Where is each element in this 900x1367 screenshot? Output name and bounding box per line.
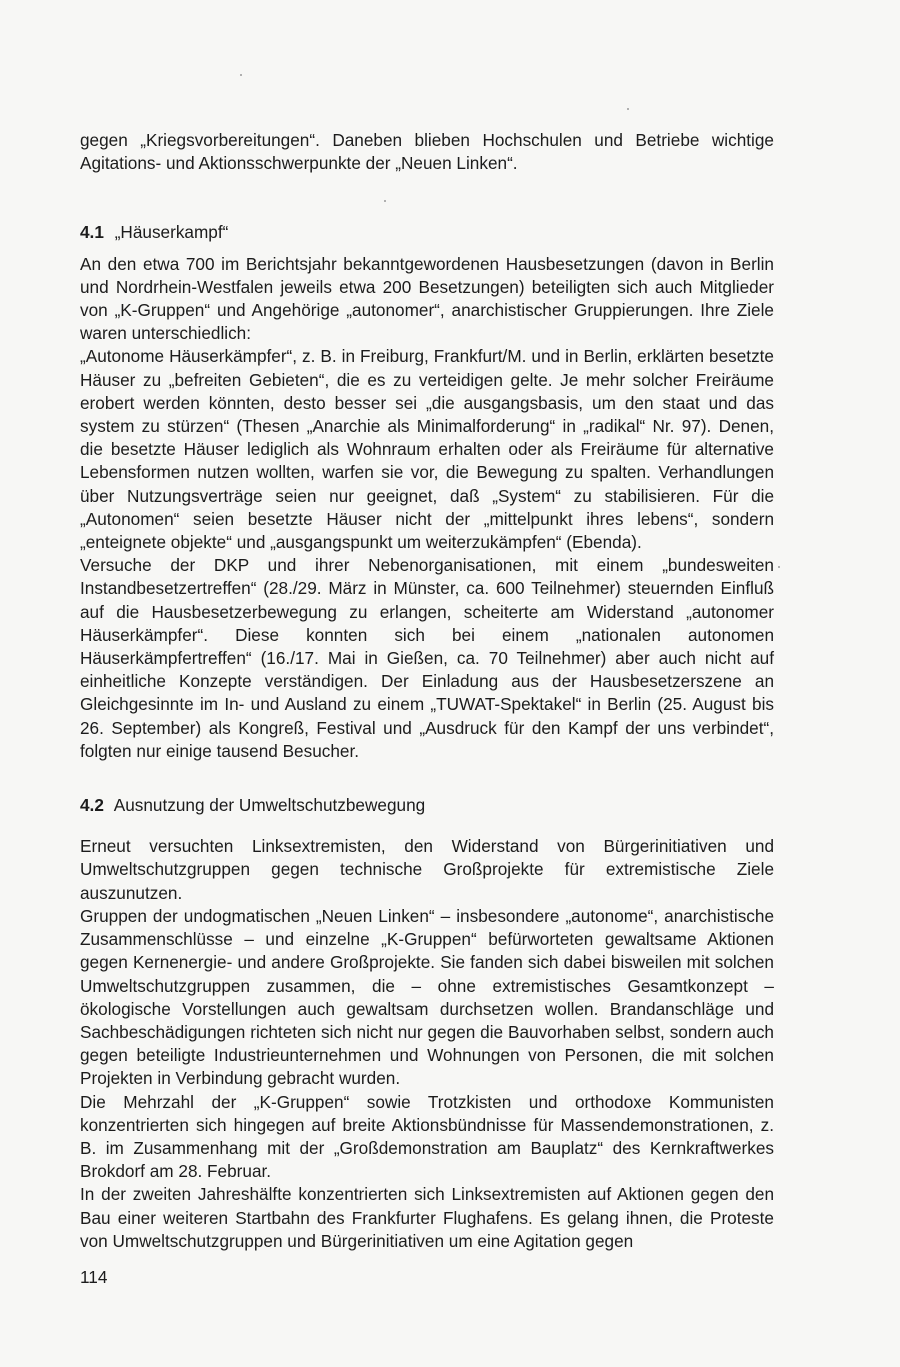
- section-heading-4-1: [80, 221, 774, 244]
- section-number: 4.1: [80, 222, 104, 243]
- section-title: „Häuserkampf“: [114, 222, 229, 243]
- section-4-2-paragraph-1: Erneut versuchten Linksextremisten, den Widerstand von Bürgerinitiativen und Umweltschutzgruppen gegen technische Großprojekte für extremistische Ziele auszunutzen.: [80, 836, 774, 903]
- section-number: 4.2: [80, 795, 104, 816]
- section-title: Ausnutzung der Umweltschutzbewegung: [113, 795, 426, 816]
- scan-speck: [627, 108, 629, 110]
- section-4-2-paragraph-4: In der zweiten Jahreshälfte konzentrierten sich Linksextremisten auf Aktionen gegen den Bau einer weiteren Startbahn des Frankfurter Flughafens. Es gelang ihnen, die Proteste von Umweltschutzgruppen und Bürgerinitiativen um eine Agitation gegen: [80, 1184, 774, 1251]
- section-4-1-paragraph-3: Versuche der DKP und ihrer Nebenorganisationen, mit einem „bundesweiten Instandbesetzertreffen“ (28./29. März in Münster, ca. 600 Teilnehmer) steuernden Einfluß auf die Hausbesetzerbewegung zu erlangen, scheiterte am Widerstand „autonomer Häuserkämpfer“. Diese konnten sich bei einem „nationalen autonomen Häuserkämpfertreffen“ (16./17. Mai in Gießen, ca. 70 Teilnehmer) aber auch nicht auf einheitliche Konzepte verständigen. Der Einladung aus der Hausbesetzerszene an Gleichgesinnte im In- und Ausland zu einem „TUWAT-Spektakel“ in Berlin (25. August bis 26. September) als Kongreß, Festival und „Ausdruck für den Kampf der uns verbindet“, folgten nur einige tausend Besucher.: [80, 555, 774, 761]
- section-heading-4-2: [80, 794, 774, 817]
- section-4-1-paragraph-1: An den etwa 700 im Berichtsjahr bekanntgewordenen Hausbesetzungen (davon in Berlin und Nordrhein-Westfalen jeweils etwa 200 Besetzungen) beteiligten sich auch Mitglieder von „K-Gruppen“ und Angehörige „autonomer“, anarchistischer Gruppierungen. Ihre Ziele waren unterschiedlich:: [80, 253, 774, 344]
- scan-speck: [240, 74, 242, 76]
- intro-paragraph: gegen „Kriegsvorbereitungen“. Daneben blieben Hochschulen und Betriebe wichtige Agitations- und Aktionsschwerpunkte der „Neuen Linken“.: [80, 130, 774, 174]
- section-4-1-paragraph-2: „Autonome Häuserkämpfer“, z. B. in Freiburg, Frankfurt/M. und in Berlin, erklärten besetzte Häuser zu „befreiten Gebieten“, die es zu verteidigen gelte. Je mehr solcher Freiräume erobert werden könnten, desto besser sei „die ausgangsbasis, um den staat und das system zu stürzen“ (Thesen „Anarchie als Minimalforderung“ in „radikal“ Nr. 97). Denen, die besetzte Häuser lediglich als Wohnraum erhalten oder als Freiräume für alternative Lebensformen nutzen wollten, warfen sie vor, die Bewegung zu spalten. Verhandlungen über Nutzungsverträge seien nur geeignet, daß „System“ zu stabilisieren. Für die „Autonomen“ seien besetzte Häuser nicht der „mittelpunkt ihres lebens“, sondern „enteignete objekte“ und „ausgangspunkt um weiterzukämpfen“ (Ebenda).: [80, 346, 774, 553]
- scan-speck: [778, 566, 780, 568]
- page-number: 114: [80, 1267, 108, 1287]
- section-4-2-paragraph-3: Die Mehrzahl der „K-Gruppen“ sowie Trotzkisten und orthodoxe Kommunisten konzentrierten sich hingegen auf breite Aktionsbündnisse für Massendemonstrationen, z. B. im Zusammenhang mit der „Großdemonstration am Bauplatz“ des Kernkraftwerkes Brokdorf am 28. Februar.: [80, 1091, 774, 1182]
- section-4-2-paragraph-2: Gruppen der undogmatischen „Neuen Linken“ – insbesondere „autonome“, anarchistische Zusammenschlüsse – und einzelne „K-Gruppen“ befürworteten gewaltsame Aktionen gegen Kernenergie- und andere Großprojekte. Sie fanden sich dabei bisweilen mit solchen Umweltschutzgruppen zusammen, die – ohne extremistisches Gesamtkonzept – ökologische Vorstellungen auch gewaltsam durchsetzen wollen. Brandanschläge und Sachbeschädigungen richteten sich nicht nur gegen die Bauvorhaben selbst, sondern auch gegen beteiligte Industrieunternehmen und Wohnungen von Personen, die mit solchen Projekten in Verbindung gebracht wurden.: [80, 905, 774, 1089]
- page-content: [80, 129, 774, 1253]
